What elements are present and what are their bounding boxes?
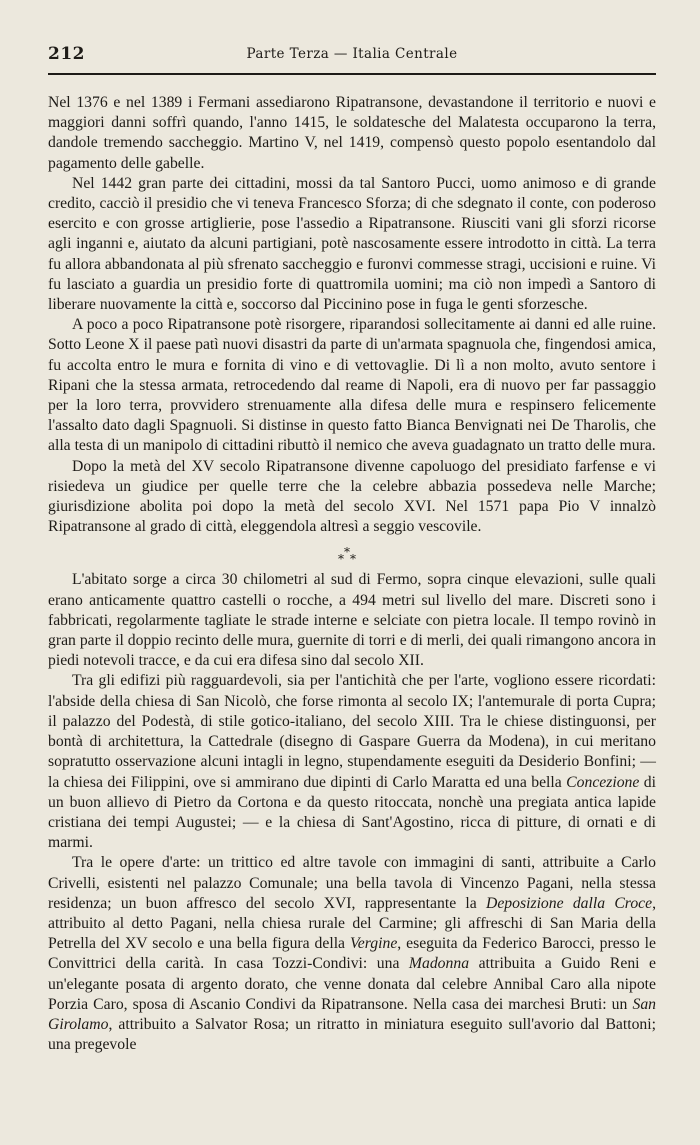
paragraph-7-text-2: , attribuito al detto Pagani, nella chiesa rurale del Carmine; gli affreschi di San Maria della Petrella del XV secolo e una bella figura della [48, 894, 657, 953]
body-text [48, 93, 656, 1055]
paragraph-5 [48, 570, 656, 671]
running-title: Parte Terza — Italia Centrale [246, 46, 458, 62]
artwork-title-san-girolamo: San Girolamo [48, 995, 656, 1033]
paragraph-6-text-before: Tra gli edifizi più ragguardevoli, sia per l'antichità che per l'arte, vogliono essere ricordati: l'abside della chiesa di San Nicolò, che forse rimonta al secolo IX; l'antemurale di porta Cupra; il palazzo del Podestà, di stile gotico-italiano, del secolo XIII. Tra le chiese distinguonsi, per bontà di architettura, la Cattedrale (disegno di Gaspare Guerra da Modena), in cui meritano sopratutto osservazione alcuni intagli in legno, stupendamente eseguiti da Desiderio Bonfini; — la chiesa dei Filippini, ove si ammirano due dipinti di Carlo Maratta ed una bella [48, 672, 656, 791]
artwork-title-vergine: Vergine [349, 935, 398, 953]
paragraph-6 [48, 671, 656, 853]
asterism-star-right: * [350, 552, 356, 567]
paragraph-1-text: Nel 1376 e nel 1389 i Fermani assediarono Ripatransone, devastandone il territorio e nuovi e maggiori danni soffrì quando, l'anno 1415, le soldatesche del Malatesta occuparono la terra, dandole tremendo saccheggio. Martino V, nel 1419, compensò questo popolo esentandolo dal pagamento delle gabelle. [48, 94, 656, 172]
asterism-star-left: * [338, 552, 344, 567]
paragraph-4 [48, 457, 656, 538]
paragraph-4-text: Dopo la metà del XV secolo Ripatransone divenne capoluogo del presidiato farfense e vi risiedeva un giudice per quelle terre che la celebre abbazia possedeva nelle Marche; giurisdizione abolita poi dopo la metà del secolo XVI. Nel 1571 papa Pio V innalzò Ripatransone al grado di città, eleggendola altresì a seggio vescovile. [48, 457, 656, 536]
artwork-title-concezione: Concezione [566, 773, 640, 791]
paragraph-3 [48, 315, 656, 456]
artwork-title-madonna: Madonna [408, 955, 470, 973]
paragraph-2 [48, 174, 656, 315]
paragraph-5-text: L'abitato sorge a circa 30 chilometri al sud di Fermo, sopra cinque elevazioni, sulle quali erano anticamente quattro castelli o rocche, a 494 metri sul livello del mare. Discreti sono i fabbricati, regolarmente tagliate le strade interne e selciate con pietra locale. Il tempo rovinò in gran parte il doppio recinto delle mura, guernite di torri e di merli, dei quali rimangono ancora in piedi notevoli tracce, e da cui era difesa sino dal secolo XII. [48, 571, 656, 670]
page-number: 212 [48, 44, 85, 64]
artwork-title-deposizione: Deposizione dalla Croce [486, 894, 653, 912]
paragraph-1 [48, 93, 656, 174]
paragraph-2-text: Nel 1442 gran parte dei cittadini, mossi da tal Santoro Pucci, uomo animoso e di grande credito, cacciò il presidio che vi teneva Francesco Sforza; di che sdegnato il conte, con poderoso esercito e con grosse artiglierie, pose l'assedio a Ripatransone. Riusciti vani gli sforzi ricorse agli inganni e, aiutato da alcuni partigiani, potè nascosamente essere introdotto in città. La terra fu allora abbandonata al più sfrenato saccheggio e furonvi commesse stragi, uccisioni e ruine. Vi fu lasciato a guardia un presidio forte di quattromila uomini; ma ciò non impedì a Santoro di liberare nuovamente la città e, soccorso dal Piccinino pose in fuga le genti sforzesche. [48, 174, 656, 314]
section-asterism [48, 537, 656, 570]
paragraph-7-text-3: , eseguita da Federico Barocci, presso le Convittrici della carità. In casa Tozzi-Condivi: una [48, 935, 656, 973]
asterism-star-top: * [344, 545, 350, 560]
page-header [48, 44, 656, 70]
paragraph-6-text-after: di un buon allievo di Pietro da Cortona e da questo ritoccata, nonchè una pregiata antica lapide cristiana dei tempi Augustei; — e la chiesa di Sant'Agostino, ricca di pitture, di ornati e di marmi. [48, 773, 657, 852]
paragraph-7-text-1: Tra le opere d'arte: un trittico ed altre tavole con immagini di santi, attribuite a Carlo Crivelli, esistenti nel palazzo Comunale; una bella tavola di Vincenzo Pagani, nella stessa residenza; un buon affresco del secolo XVI, rappresentante la [48, 854, 656, 912]
paragraph-7-text-4: attribuita a Guido Reni e un'elegante posata di argento dorato, che venne donata dal celebre Annibal Caro alla nipote Porzia Caro, sposa di Ascanio Condivi da Ripatransone. Nella casa dei marchesi Bruti: un [48, 955, 656, 1013]
paragraph-7-text-5: , attribuito a Salvator Rosa; un ritratto in miniatura eseguito sull'avorio dal Battoni; una pregevole [48, 1015, 656, 1054]
header-rule [48, 73, 656, 75]
paragraph-7 [48, 853, 656, 1055]
paragraph-3-text: A poco a poco Ripatransone potè risorgere, riparandosi sollecitamente ai danni ed alle ruine. Sotto Leone X il paese patì nuovi disastri da parte di un'armata spagnuola che, fingendosi amica, fu accolta entro le mura e fornita di vino e di vettovaglie. Di lì a non molto, avuto sentore i Ripani che la stessa armata, retrocedendo dal reame di Napoli, era di nuovo per far passaggio per la loro terra, provvidero strenuamente alla difesa delle mura e respinsero felicemente l'assalto dato dagli Spagnuoli. Si distinse in questo fatto Bianca Benvignati nei De Tharolis, che alla testa di un manipolo di cittadini ributtò il nemico che aveva guadagnato un tratto delle mura. [48, 316, 656, 455]
